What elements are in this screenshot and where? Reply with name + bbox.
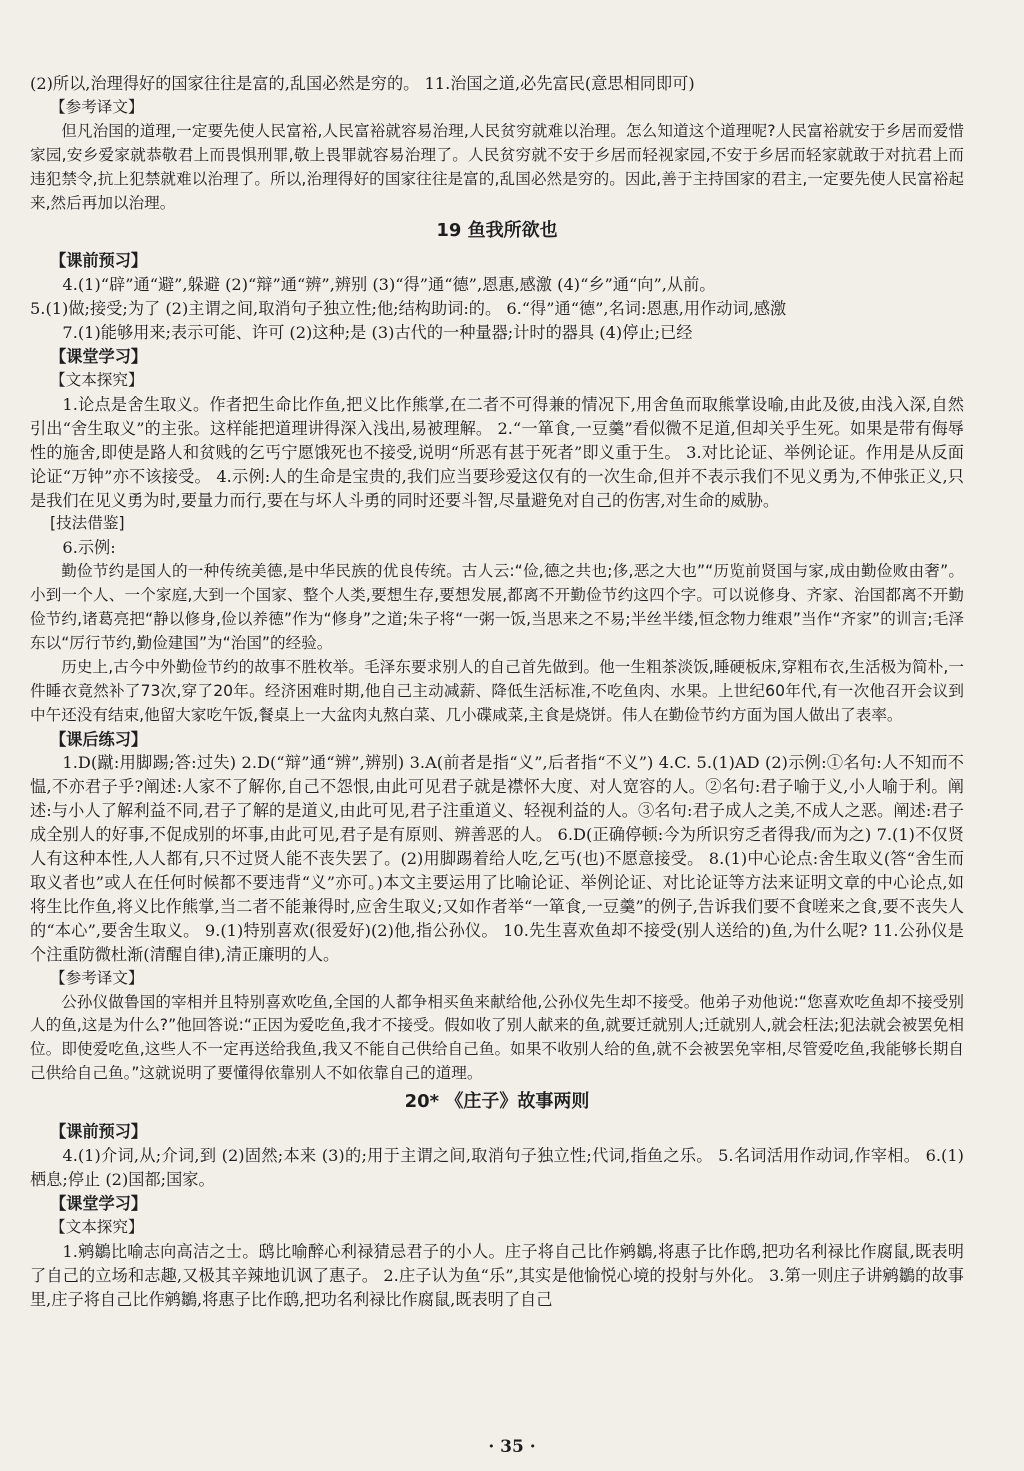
skill-intro: 6.示例:	[62, 538, 116, 558]
reference-translation-text: 公孙仪做鲁国的宰相并且特别喜欢吃鱼,全国的人都争相买鱼来献给他,公孙仪先生却不接受。他弟子劝他说:“您喜欢吃鱼却不接受别人的鱼,这是为什么?”他回答说:“正因为爱吃鱼,我才不接受。假如收了别人献来的鱼,就要迁就别人;迁就别人,就会枉法;犯法就会被罢免相位。即使爱吃鱼,这些人不一定再送给我鱼,我又不能自己供给自己鱼。如果不收别人给的鱼,就不会被罢免宰相,尽管爱吃鱼,我能够长期自己供给自己鱼。”这就说明了要懂得依靠别人不如依靠自己的道理。	[30, 992, 964, 1083]
essay-paragraph: 历史上,古今中外勤俭节约的故事不胜枚举。毛泽东要求别人的自己首先做到。他一生粗茶淡饭,睡硬板床,穿粗布衣,生活极为简朴,一件睡衣竟然补了73次,穿了20年。经济困难时期,他自己主动减薪、降低生活标准,不吃鱼肉、水果。上世纪60年代,有一次他召开会议到中午还没有结束,他留大家吃午饭,餐桌上一大盆肉丸熬白菜、几小碟咸菜,主食是烧饼。伟人在勤俭节约方面为国人做出了表率。	[30, 657, 964, 724]
preview-line: 7.(1)能够用来;表示可能、许可 (2)这种;是 (3)古代的一种量器;计时的器具 (4)停止;已经	[62, 323, 693, 343]
page-number: · 35 ·	[488, 1437, 536, 1457]
after-class-answers: 1.D(蹴:用脚踢;答:过失) 2.D(“辩”通“辨”,辨别) 3.A(前者是指“义”,后者指“不义”) 4.C. 5.(1)AD (2)示例:①名句:人不知而不愠,不亦君子乎?阐述:人家不了解你,自己不怨恨,由此可见君子就是襟怀大度、对人宽容的人。②名句:君子喻于义,小人喻于利。阐述:与小人了解利益不同,君子了解的是道义,由此可见,君子注重道义、轻视利益的人。③名句:君子成人之美,不成人之恶。阐述:君子成全别人的好事,不促成别的坏事,由此可见,君子是有原则、辨善恶的人。 6.D(正确停顿:今为所识穷乏者得我/而为之) 7.(1)不仅贤人有这种本性,人人都有,只不过贤人能不丧失罢了。(2)用脚踢着给人吃,乞丐(也)不愿意接受。 8.(1)中心论点:舍生取义(答“舍生而取义者也”或人在任何时候都不要违背“义”亦可。)本文主要运用了比喻论证、举例论证、对比论证等方法来证明文章的中心论点,如将生比作鱼,将义比作熊掌,当二者不能兼得时,应舍生取义;又如作者举“一箪食,一豆羹”的例子,告诉我们要不食嗟来之食,要不丧失人的“本心”,要舍生取义。 9.(1)特别喜欢(很爱好)(2)他,指公孙仪。 10.先生喜欢鱼却不接受(别人送给的)鱼,为什么呢? 11.公孙仪是个注重防微杜渐(清醒自律),清正廉明的人。	[30, 753, 964, 964]
reference-translation-heading: 【参考译文】	[50, 968, 144, 987]
text-explore-heading: 【文本探究】	[50, 1217, 144, 1236]
class-study-heading: 【课堂学习】	[50, 1193, 148, 1213]
section-title-19: 19 鱼我所欲也	[436, 220, 558, 242]
answer-line: (2)所以,治理得好的国家往往是富的,乱国必然是穷的。 11.治国之道,必先富民(意思相同即可)	[30, 74, 695, 93]
skill-heading: [技法借鉴]	[50, 514, 125, 533]
text-explore-body: 1.论点是舍生取义。作者把生命比作鱼,把义比作熊掌,在二者不可得兼的情况下,用舍鱼而取熊掌设喻,由此及彼,由浅入深,自然引出“舍生取义”的主张。这样能把道理讲得深入浅出,易被理解。 2.“一箪食,一豆羹”看似微不足道,但却关乎生死。如果是带有侮辱性的施舍,即使是路人和贫贱的乞丐宁愿饿死也不接受,说明“所恶有甚于死者”即义重于生。 3.对比论证、举例论证。作用是从反面论证“万钟”亦不该接受。 4.示例:人的生命是宝贵的,我们应当要珍爱这仅有的一次生命,但并不表示我们不见义勇为,不伸张正义,只是我们在见义勇为时,要量力而行,要在与坏人斗勇的同时还要斗智,尽量避免对自己的伤害,对生命的威胁。	[30, 394, 964, 510]
page-content	[30, 72, 964, 1311]
preview-line: 4.(1)介词,从;介词,到 (2)固然;本来 (3)的;用于主谓之间,取消句子独立性;代词,指鱼之乐。 5.名词活用作动词,作宰相。 6.(1)栖息;停止 (2)国都;国家。	[30, 1146, 964, 1189]
reference-translation-heading: 【参考译文】	[50, 97, 144, 116]
after-class-heading: 【课后练习】	[50, 729, 148, 749]
text-explore-body: 1.鹓鶵比喻志向高洁之士。鸱比喻醉心利禄猜忌君子的小人。庄子将自己比作鹓鶵,将惠子比作鸱,把功名利禄比作腐鼠,既表明了自己的立场和志趣,又极其辛辣地讥讽了惠子。 2.庄子认为鱼“乐”,其实是他愉悦心境的投射与外化。 3.第一则庄子讲鹓鶵的故事里,庄子将自己比作鹓鶵,将惠子比作鸱,把功名利禄比作腐鼠,既表明了自己	[30, 1241, 964, 1309]
preview-heading: 【课前预习】	[50, 1122, 148, 1142]
section-title-20: 20* 《庄子》故事两则	[404, 1091, 590, 1113]
text-explore-heading: 【文本探究】	[50, 370, 144, 389]
class-study-heading: 【课堂学习】	[50, 347, 148, 367]
preview-line: 5.(1)做;接受;为了 (2)主谓之间,取消句子独立性;他;结构助词:的。 6.“得”通“德”,名词:恩惠,用作动词,感激	[30, 299, 787, 319]
reference-translation-text: 但凡治国的道理,一定要先使人民富裕,人民富裕就容易治理,人民贫穷就难以治理。怎么知道这个道理呢?人民富裕就安于乡居而爱惜家园,安乡爱家就恭敬君上而畏惧刑罪,敬上畏罪就容易治理了。人民贫穷就不安于乡居而轻视家园,不安于乡居而轻家就敢于对抗君上而违犯禁令,抗上犯禁就难以治理了。所以,治理得好的国家往往是富的,乱国必然是穷的。因此,善于主持国家的君主,一定要先使人民富裕起来,然后再加以治理。	[30, 121, 964, 212]
preview-heading: 【课前预习】	[50, 251, 148, 271]
essay-paragraph: 勤俭节约是国人的一种传统美德,是中华民族的优良传统。古人云:“俭,德之共也;侈,恶之大也”“历览前贤国与家,成由勤俭败由奢”。小到一个人、一个家庭,大到一个国家、整个人类,要想生存,要想发展,都离不开勤俭节约这四个字。可以说修身、齐家、治国都离不开勤俭节约,诸葛亮把“静以修身,俭以养德”作为“修身”之道;朱子将“一粥一饭,当思来之不易;半丝半缕,恒念物力维艰”当作“齐家”的训言;毛泽东以“厉行节约,勤俭建国”为“治国”的经验。	[30, 562, 964, 652]
preview-line: 4.(1)“辟”通“避”,躲避 (2)“辩”通“辨”,辨别 (3)“得”通“德”,恩惠,感激 (4)“乡”通“向”,从前。	[62, 275, 716, 295]
